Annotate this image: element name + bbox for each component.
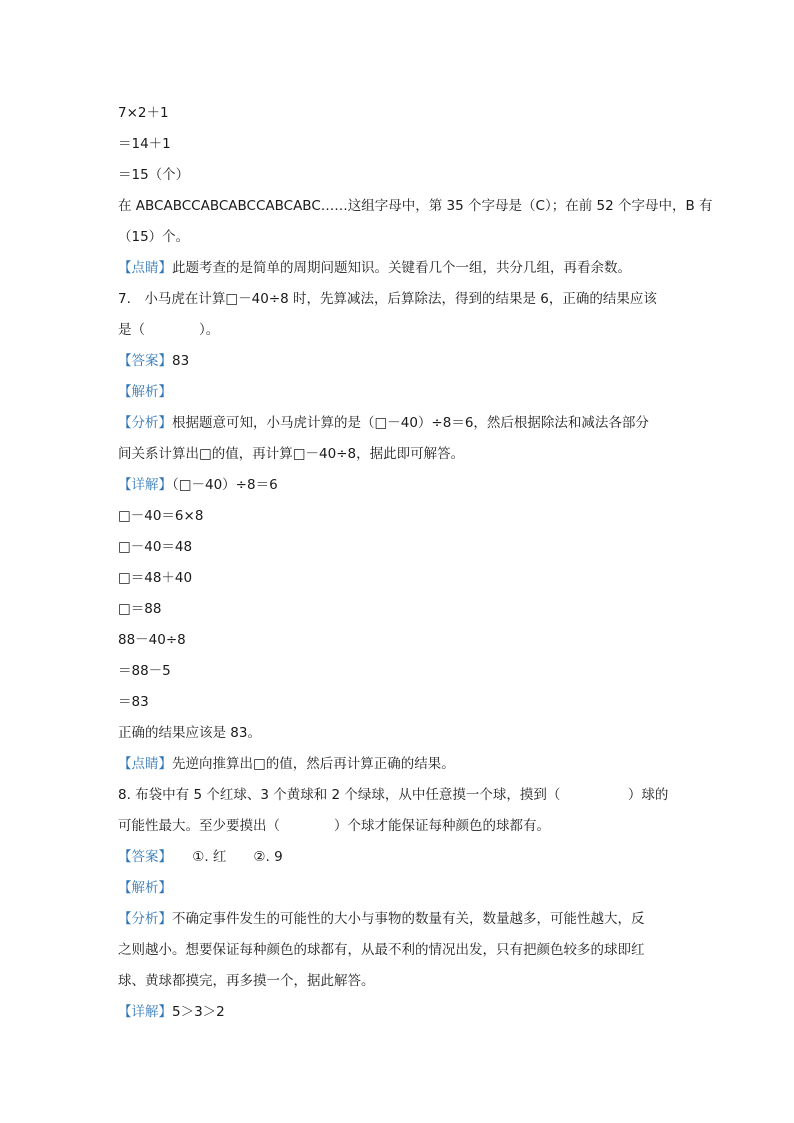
text-line: □－40＝48 [118,539,193,555]
question-line: 8. 布袋中有 5 个红球、3 个黄球和 2 个绿球，从中任意摸一个球，摸到（ ）球的 [118,787,669,803]
section-tag: 【答案】 [118,353,172,369]
text-line: □＝48＋40 [118,570,193,586]
comment-line: 【点睛】此题考查的是简单的周期问题知识。关键看几个一组，共分几组，再看余数。 [118,260,631,276]
text-line: 球、黄球都摸完，再多摸一个，据此解答。 [118,973,375,989]
text-line: ＝83 [118,694,149,710]
section-tag: 【详解】 [118,477,172,493]
section-tag: 【点睛】 [118,756,172,772]
analysis-line: 【分析】根据题意可知，小马虎计算的是（□－40）÷8＝6，然后根据除法和减法各部分 [118,415,649,431]
section-tag: 【解析】 [118,880,172,896]
text-line: 间关系计算出□的值，再计算□－40÷8，据此即可解答。 [118,446,465,462]
text-line: ＝14＋1 [118,136,171,152]
section-tag: 【详解】 [118,1004,172,1020]
text-line: 7×2＋1 [118,105,169,121]
question-line: 是（ ）。 [118,322,220,338]
text-line: □＝88 [118,601,162,617]
analysis-heading [118,879,172,897]
text-line: 在 ABCABCCABCABCCABCABC……这组字母中，第 35 个字母是（C）；在前 52 个字母中，B 有 [118,198,713,214]
text-line: 88－40÷8 [118,632,186,648]
answer-line: 【答案】 ①. 红 ②. 9 [118,849,283,865]
detail-line: 【详解】5＞3＞2 [118,1004,225,1020]
section-tag: 【分析】 [118,415,172,431]
section-tag: 【点睛】 [118,260,172,276]
question-line: 可能性最大。至少要摸出（ ）个球才能保证每种颜色的球都有。 [118,818,550,834]
text-line: （15）个。 [118,229,190,245]
text-line: ＝88－5 [118,663,171,679]
text-line: □－40＝6×8 [118,508,204,524]
question-line: 7. 小马虎在计算□－40÷8 时，先算减法，后算除法，得到的结果是 6，正确的结果应该 [118,291,657,307]
answer-line: 【答案】83 [118,353,190,369]
section-tag: 【答案】 [118,849,166,865]
comment-line: 【点睛】先逆向推算出□的值，然后再计算正确的结果。 [118,756,455,772]
analysis-heading [118,383,172,401]
detail-line: 【详解】（□－40）÷8＝6 [118,477,278,493]
text-line: 之则越小。想要保证每种颜色的球都有，从最不利的情况出发，只有把颜色较多的球即红 [118,942,645,958]
analysis-line: 【分析】不确定事件发生的可能性的大小与事物的数量有关，数量越多，可能性越大，反 [118,911,645,927]
section-tag: 【解析】 [118,384,172,400]
text-line: ＝15（个） [118,167,190,183]
text-line: 正确的结果应该是 83。 [118,725,261,741]
section-tag: 【分析】 [118,911,172,927]
